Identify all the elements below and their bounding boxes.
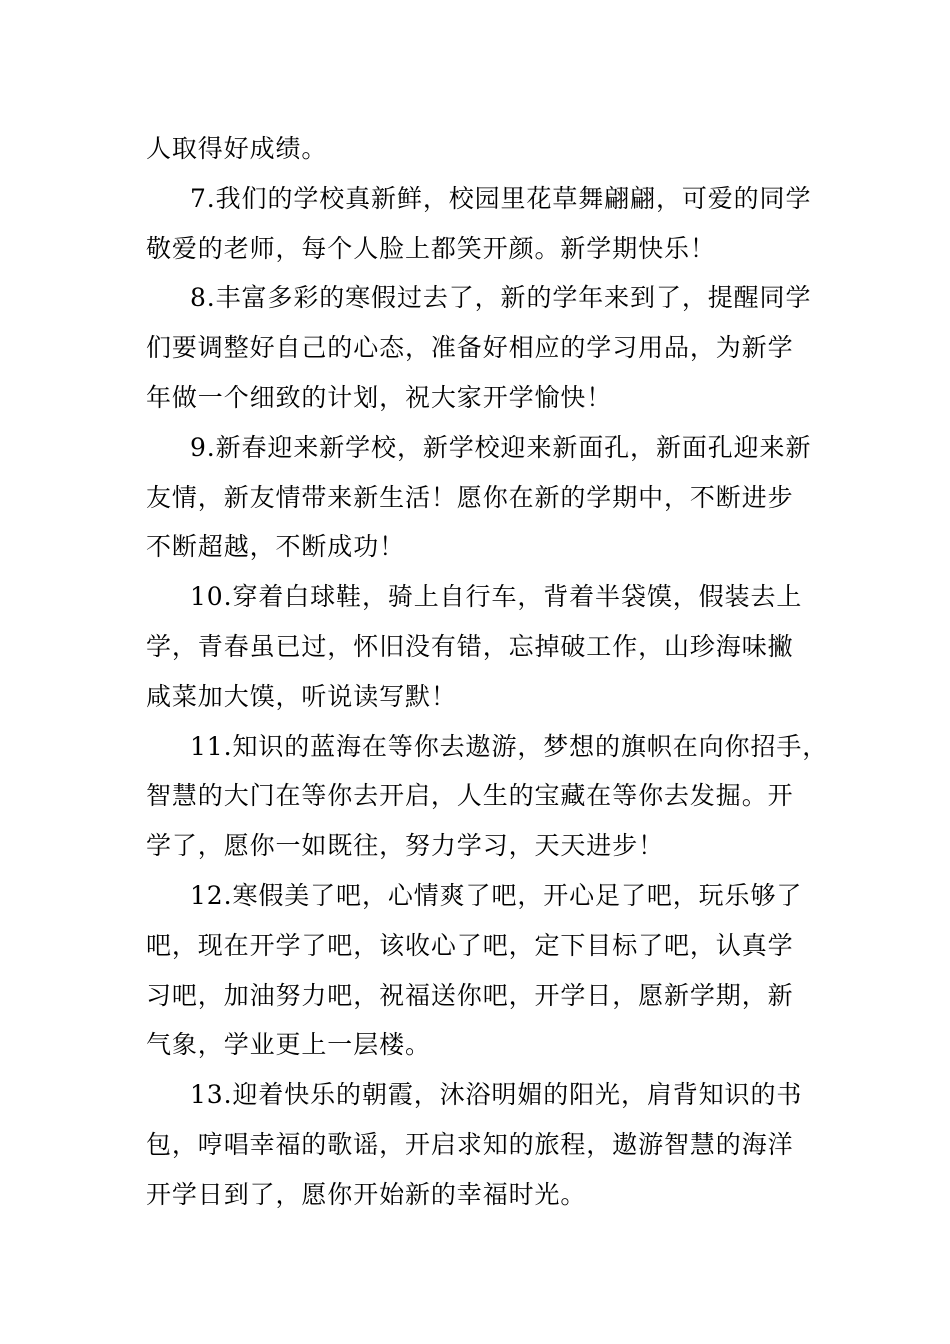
text-line: 习吧，加油努力吧，祝福送你吧，开学日，愿新学期，新 bbox=[146, 980, 794, 1010]
text-line: 不断超越，不断成功！ bbox=[146, 532, 406, 562]
text-line: 智慧的大门在等你去开启，人生的宝藏在等你去发掘。开 bbox=[146, 781, 794, 811]
paragraph-item-11 bbox=[146, 722, 829, 871]
text-line: 吧，现在开学了吧，该收心了吧，定下目标了吧，认真学 bbox=[146, 930, 794, 960]
text-line: 学了，愿你一如既往，努力学习，天天进步！ bbox=[146, 831, 665, 861]
text-line: 学，青春虽已过，怀旧没有错，忘掉破工作，山珍海味撇 bbox=[146, 631, 794, 661]
document-body bbox=[146, 124, 829, 1220]
paragraph-item-12 bbox=[146, 871, 806, 1070]
text-line: 11.知识的蓝海在等你去遨游，梦想的旗帜在向你招手， bbox=[190, 731, 829, 761]
text-line: 气象，学业更上一层楼。 bbox=[146, 1030, 431, 1060]
paragraph-continuation bbox=[146, 124, 806, 174]
paragraph-item-7 bbox=[146, 174, 812, 274]
text-line: 包，哼唱幸福的歌谣，开启求知的旅程，遨游智慧的海洋 bbox=[146, 1129, 794, 1159]
text-line: 9.新春迎来新学校，新学校迎来新面孔，新面孔迎来新 bbox=[190, 432, 812, 462]
paragraph-item-8 bbox=[146, 273, 812, 422]
text-line: 咸菜加大馍，听说读写默！ bbox=[146, 681, 457, 711]
text-line: 开学日到了，愿你开始新的幸福时光。 bbox=[146, 1179, 587, 1209]
text-line: 10.穿着白球鞋，骑上自行车，背着半袋馍，假装去上 bbox=[190, 582, 803, 612]
text-line: 8.丰富多彩的寒假过去了，新的学年来到了，提醒同学 bbox=[190, 283, 812, 313]
text-line: 人取得好成绩。 bbox=[146, 134, 328, 163]
text-line: 年做一个细致的计划，祝大家开学愉快！ bbox=[146, 382, 613, 412]
text-line: 敬爱的老师，每个人脸上都笑开颜。新学期快乐！ bbox=[146, 233, 716, 263]
text-line: 友情，新友情带来新生活！愿你在新的学期中，不断进步 bbox=[146, 482, 794, 512]
text-line: 12.寒假美了吧，心情爽了吧，开心足了吧，玩乐够了 bbox=[190, 880, 803, 910]
text-line: 们要调整好自己的心态，准备好相应的学习用品，为新学 bbox=[146, 333, 794, 363]
text-line: 7.我们的学校真新鲜，校园里花草舞翩翩，可爱的同学 bbox=[190, 183, 812, 213]
text-line: 13.迎着快乐的朝霞，沐浴明媚的阳光，肩背知识的书 bbox=[190, 1080, 803, 1110]
paragraph-item-9 bbox=[146, 423, 812, 572]
paragraph-item-13 bbox=[146, 1070, 806, 1219]
paragraph-item-10 bbox=[146, 572, 806, 721]
